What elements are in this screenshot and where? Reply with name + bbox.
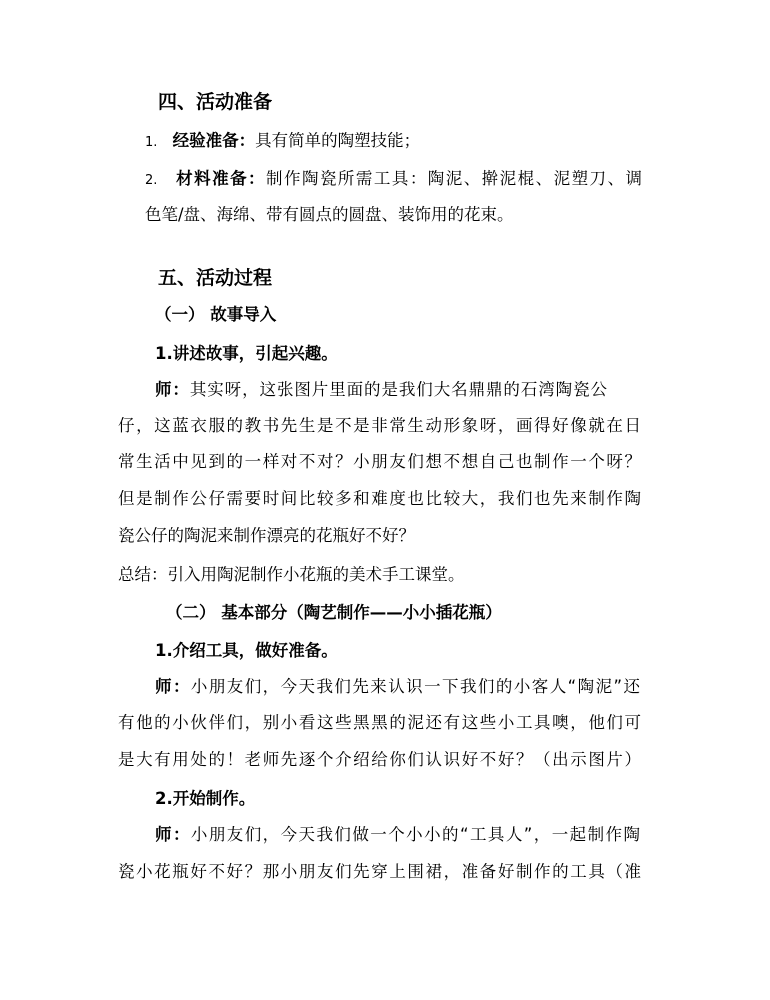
section-heading-5: 五、活动过程 [158, 267, 273, 289]
step-title: 1.讲述故事，引起兴趣。 [155, 344, 338, 363]
paragraph-line: 常生活中见到的一样对不对？小朋友们想不想自己也制作一个呀？ [118, 452, 641, 471]
list-item-text: 制作陶瓷所需工具：陶泥、擀泥棍、泥塑刀、调 [266, 169, 643, 188]
paragraph-line: 有他的小伙伴们，别小看这些黑黑的泥还有这些小工具噢，他们可 [118, 713, 641, 732]
paragraph-line: 瓷小花瓶好不好？那小朋友们先穿上围裙，准备好制作的工具（准 [118, 862, 641, 881]
paragraph-line: 但是制作公仔需要时间比较多和难度也比较大，我们也先来制作陶 [118, 489, 641, 508]
list-item-1 [145, 129, 420, 155]
subsection-title-2: （二） 基本部分（陶艺制作——小小插花瓶） [166, 603, 502, 622]
paragraph-line: 师：小朋友们，今天我们做一个小小的“工具人”，一起制作陶 [155, 825, 640, 844]
list-item-number: 1. [145, 135, 158, 150]
paragraph-line: 是大有用处的！老师先逐个介绍给你们认识好不好？（出示图片） [118, 750, 641, 769]
summary-text: 总结：引入用陶泥制作小花瓶的美术手工课堂。 [118, 565, 465, 584]
list-item-label: 经验准备： [172, 131, 256, 150]
step-title: 1.介绍工具，做好准备。 [155, 641, 338, 660]
list-item-2-continuation: 色笔/盘、海绵、带有圆点的圆盘、装饰用的花束。 [145, 205, 514, 224]
paragraph-line: 瓷公仔的陶泥来制作漂亮的花瓶好不好？ [118, 526, 415, 545]
list-item-label: 材料准备： [176, 169, 267, 188]
teacher-label: 师： [155, 825, 191, 844]
list-item-number: 2. [145, 173, 158, 188]
paragraph-line: 仔，这蓝衣服的教书先生是不是非常生动形象呀，画得好像就在日 [118, 416, 641, 435]
subsection-title-1: （一） 故事导入 [155, 305, 277, 324]
paragraph-line: 师：其实呀，这张图片里面的是我们大名鼎鼎的石湾陶瓷公 [155, 380, 608, 399]
teacher-label: 师： [155, 677, 191, 696]
list-item-2 [145, 167, 642, 193]
teacher-label: 师： [155, 380, 190, 399]
list-item-text: 具有简单的陶塑技能； [255, 131, 421, 150]
section-heading-4: 四、活动准备 [158, 91, 273, 113]
paragraph-line: 师：小朋友们，今天我们先来认识一下我们的小客人“陶泥”还 [155, 677, 640, 696]
step-title: 2.开始制作。 [155, 789, 256, 808]
